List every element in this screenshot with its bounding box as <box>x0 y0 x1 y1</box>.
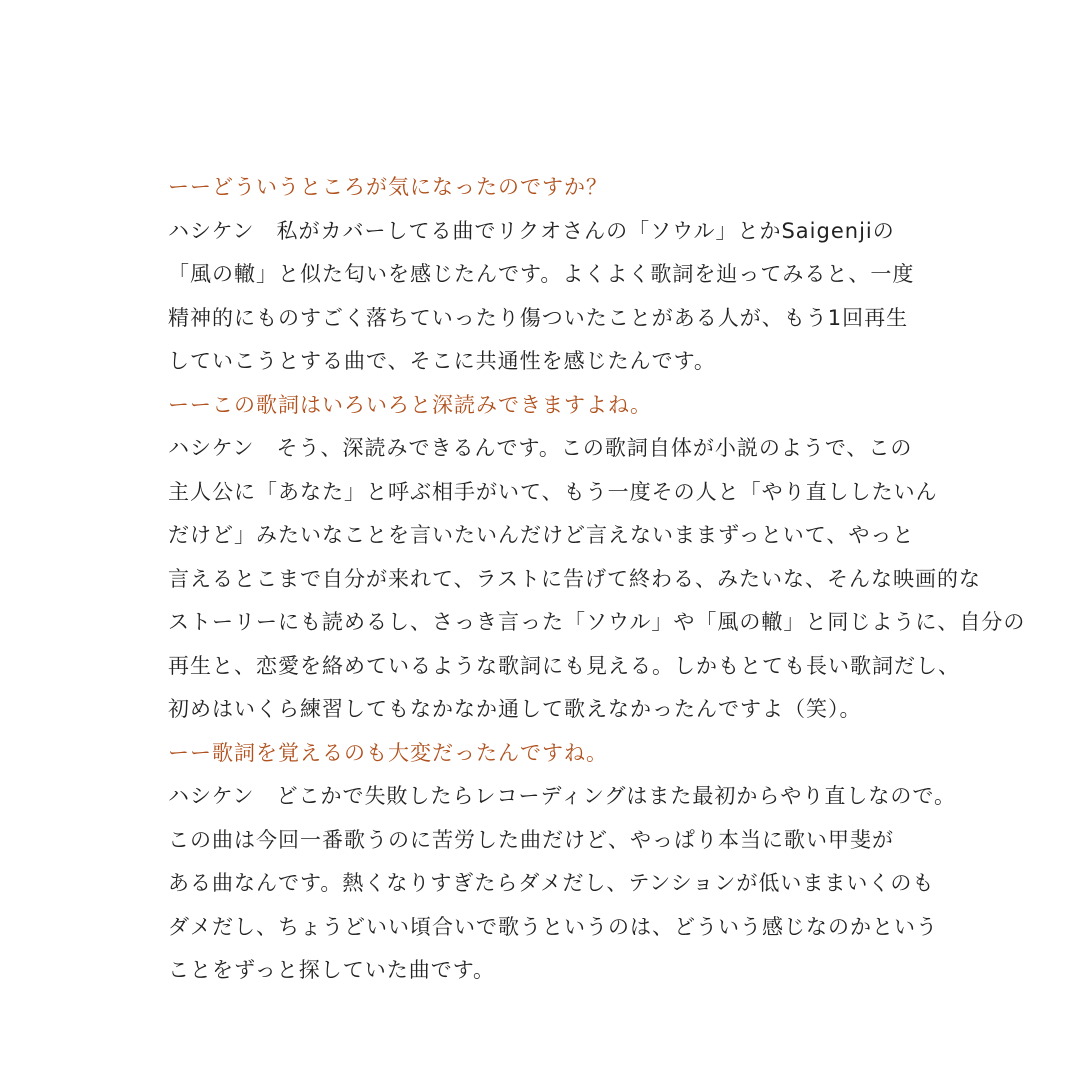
interview-text <box>168 166 1068 993</box>
text-line: ハシケン 私がカバーしてる曲でリクオさんの「ソウル」とかSaigenjiの <box>168 218 895 243</box>
text-line: ハシケン どこかで失敗したらレコーディングはまた最初からやり直しなので。 <box>168 784 957 808</box>
text-line: ーーこの歌詞はいろいろと深読みできますよね。 <box>168 392 652 417</box>
text-line: 「風の轍」と似た匂いを感じたんです。よくよく歌詞を辿ってみると、一度 <box>168 262 915 286</box>
question-2 <box>168 384 1068 428</box>
text-line: 主人公に「あなた」と呼ぶ相手がいて、もう一度その人と「やり直ししたいん <box>168 479 938 504</box>
text-line: 再生と、恋愛を絡めているような歌詞にも見える。しかもとても長い歌詞だし、 <box>168 653 960 678</box>
text-line: ーーどういうところが気になったのですか？ <box>168 175 608 199</box>
text-line: ことをずっと探していた曲です。 <box>168 958 496 982</box>
answer-3 <box>168 775 1068 993</box>
question-3 <box>168 732 1068 776</box>
text-line: ーー歌詞を覚えるのも大変だったんですね。 <box>168 740 608 765</box>
text-line: ダメだし、ちょうどいい頃合いで歌うというのは、どういう感じなのかという <box>168 914 938 939</box>
question-1 <box>168 166 1068 210</box>
answer-1 <box>168 210 1068 384</box>
text-line: 言えるとこまで自分が来れて、ラストに告げて終わる、みたいな、そんな映画的な <box>168 566 981 591</box>
text-line: ハシケン そう、深読みできるんです。この歌詞自体が小説のようで、この <box>168 436 913 460</box>
text-line: ストーリーにも読めるし、さっき言った「ソウル」や「風の轍」と同じように、自分の <box>168 610 1026 634</box>
text-line: していこうとする曲で、そこに共通性を感じたんです。 <box>168 349 716 373</box>
text-line: この曲は今回一番歌うのに苦労した曲だけど、やっぱり本当に歌い甲斐が <box>168 827 894 852</box>
text-line: 初めはいくら練習してもなかなか通して歌えなかったんですよ（笑）。 <box>168 697 862 721</box>
text-line: だけど」みたいなことを言いたいんだけど言えないままずっといて、やっと <box>168 523 915 547</box>
text-line: 精神的にものすごく落ちていったり傷ついたことがある人が、もう1回再生 <box>168 305 909 330</box>
text-line: ある曲なんです。熱くなりすぎたらダメだし、テンションが低いままいくのも <box>168 871 935 895</box>
answer-2 <box>168 427 1068 732</box>
